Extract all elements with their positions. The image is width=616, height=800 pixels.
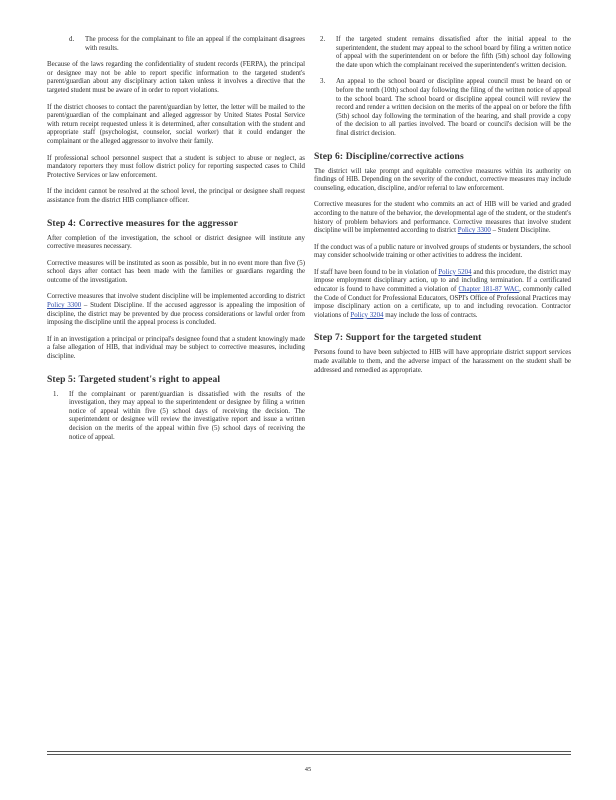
step6-paragraph-2	[314, 201, 571, 235]
list-marker: 2.	[320, 36, 326, 43]
list-marker: d.	[69, 36, 75, 43]
step5-heading: Step 5: Targeted student's right to appeal	[47, 373, 221, 385]
step4-paragraph-4: If in an investigation a principal or principal's designee found that a student knowingly made a false allegation of HIB, that individual may be subject to corrective measures, including discipline.	[47, 335, 305, 361]
step4-heading: Step 4: Corrective measures for the aggressor	[47, 217, 238, 229]
letter-paragraph: If the district chooses to contact the parent/guardian by letter, the letter will be mailed to the parent/guardian of the complainant and alleged aggressor by United States Postal Service with return receipt requested unless it is determined, after consultation with the student and appropriate staff (psychologist, counselor, social worker) that it could endanger the complainant or the alleged aggressor to involve their family.	[47, 103, 305, 145]
page-number: 45	[304, 766, 312, 773]
list-item-2	[314, 36, 571, 70]
list-text: The process for the complainant to file an appeal if the complainant disagrees with results.	[85, 36, 305, 52]
step6-paragraph-3: If the conduct was of a public nature or involved groups of students or bystanders, the school may consider schoolwide training or other activities to address the incident.	[314, 243, 571, 260]
list-text: An appeal to the school board or discipline appeal council must be heard on or before the tenth (10th) school day following the filing of the written notice of appeal to the school board. The school board or discipline appeal council will review the record and render a written decision on the merits of the appeal on or before the fifth (5th) school day following the termination of the hearing, and shall provide a copy of the decision to all parties involved. The board or council's decision will be the final district decision.	[336, 78, 571, 137]
right-column	[314, 36, 571, 383]
step4-paragraph-3	[47, 293, 305, 327]
text-run: , commonly called the Code of Conduct for Professional Educators, OSPI's Office of Professional Practices may impose disciplinary action on a certificate, up to and including revocation. Contractor violations of	[314, 286, 571, 319]
text-run: may include the loss of contracts.	[385, 311, 478, 319]
step7-heading: Step 7: Support for the targeted student	[314, 332, 482, 344]
step7-paragraph-1: Persons found to have been subjected to HIB will have appropriate district support services made available to them, and the adverse impact of the harassment on the student shall be addressed and remedied as appropriate.	[314, 349, 571, 374]
ferpa-paragraph: Because of the laws regarding the confidentiality of student records (FERPA), the principal or designee may not be able to report specific information to the targeted student's parent/guardian about any disciplinary action taken unless it involves a directive that the targeted student must be aware of in order to report violations.	[47, 61, 305, 94]
list-text: If the targeted student remains dissatisfied after the initial appeal to the superintendent, the student may appeal to the school board by filing a written notice of appeal with the superintendent on or before the fifth (5th) school day following the date upon which the complainant received the superintendent's written decision.	[336, 36, 571, 69]
policy-5204-link[interactable]: Policy 5204	[438, 268, 472, 276]
list-marker: 3.	[320, 78, 326, 86]
footer-rule-top	[47, 751, 571, 752]
text-run: Corrective measures for the student who commits an act of HIB will be varied and graded according to the nature of the behavior, the developmental age of the student, or the student's history of problem behaviors and performance. Corrective measures that involve student discipline will be implemented according to district	[314, 201, 571, 235]
step6-paragraph-1: The district will take prompt and equitable corrective measures within its authority on findings of HIB. Depending on the severity of the conduct, corrective measures may include counseling, education, discipline, and/or referral to law enforcement.	[314, 167, 571, 192]
text-run: – Student Discipline. If the accused aggressor is appealing the imposition of discipline, the district may be prevented by due process considerations or lawful order from imposing the discipline until the appeal process is concluded.	[47, 302, 305, 327]
text-run: Corrective measures that involve student discipline will be implemented according to district	[47, 293, 305, 301]
step6-paragraph-4	[314, 269, 571, 321]
list-text: If the complainant or parent/guardian is dissatisfied with the results of the investigation, they may appeal to the superintendent or designee by filing a written notice of appeal within five (5) school days of receiving the decision. The superintendent or designee will review the investigative report and issue a written decision on the merits of the appeal within five (5) school days of receiving the notice of appeal.	[69, 390, 305, 441]
list-item-3	[314, 78, 571, 138]
step4-paragraph-1: After completion of the investigation, the school or district designee will institute any corrective measures necessary.	[47, 234, 305, 251]
policy-3300-link[interactable]: Policy 3300	[47, 302, 82, 310]
policy-3204-link[interactable]: Policy 3204	[350, 311, 384, 319]
chapter-181-87-wac-link[interactable]: Chapter 181-87 WAC	[458, 286, 520, 294]
left-column	[47, 36, 305, 450]
step4-paragraph-2: Corrective measures will be instituted as soon as possible, but in no event more than five (5) school days after contact has been made with the families or guardians regarding the outcome of the investigation.	[47, 259, 305, 284]
compliance-officer-paragraph: If the incident cannot be resolved at the school level, the principal or designee shall request assistance from the district HIB compliance officer.	[47, 188, 305, 204]
policy-3300-link[interactable]: Policy 3300	[457, 227, 491, 235]
step6-heading: Step 6: Discipline/corrective actions	[314, 150, 464, 162]
mandatory-reporter-paragraph: If professional school personnel suspect that a student is subject to abuse or neglect, as mandatory reporters they must follow district policy for reporting suspected cases to Child Protective Services or law enforcement.	[47, 154, 305, 179]
list-item-1	[47, 391, 305, 443]
text-run: – Student Discipline.	[492, 227, 551, 235]
footer-rule-bottom	[47, 754, 571, 755]
text-run: and this procedure, the district may impose employment disciplinary action, up to and including termination. If a certificated educator is found to have committed a violation of	[314, 268, 571, 294]
list-item-d	[47, 36, 305, 53]
list-marker: 1.	[53, 390, 59, 398]
text-run: If staff have been found to be in violation of	[314, 268, 437, 276]
